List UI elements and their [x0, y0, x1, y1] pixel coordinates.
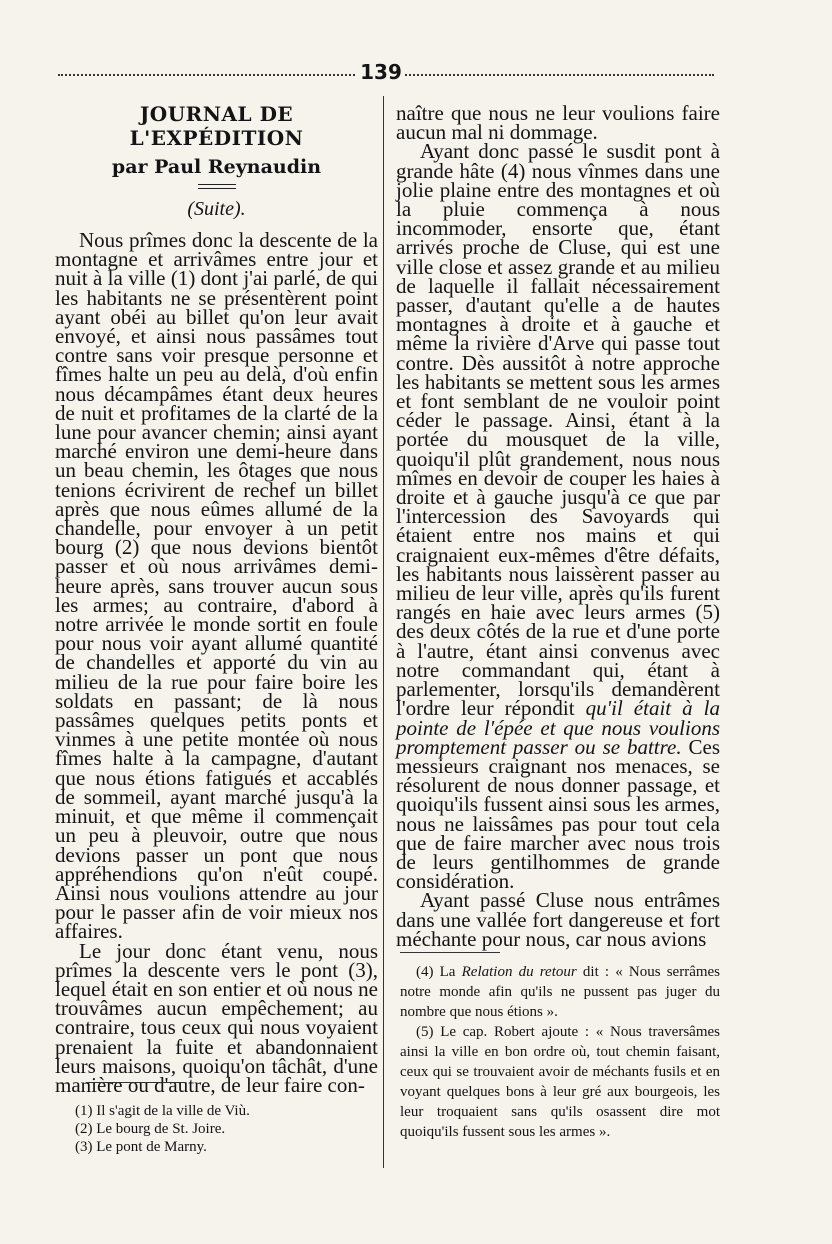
right-paragraph-1: naître que nous ne leur voulions faire aucun mal ni dommage. — [396, 101, 720, 145]
left-column — [55, 102, 378, 1095]
article-title: JOURNAL DE L'EXPÉDITION — [129, 102, 304, 150]
page-number: 139 — [357, 60, 405, 84]
footnote-4-text: dit : « Nous serrâmes notre monde afin qu'ils ne pussent pas juger du nombre que nous étions ». — [400, 964, 721, 1020]
right-paragraph-3: Ayant passé Cluse nous entrâmes dans une vallée fort dangereuse et fort méchante pour nous, car nous avions — [396, 888, 720, 951]
footnote-4-source: Relation du retour — [461, 964, 577, 980]
footnote-5: (5) Le cap. Robert ajoute : « Nous traversâmes ainsi la ville en bon ordre où, tout chemin faisant, ceux qui se trouvaient avoir de méchants fusils et en voyant quelques bons à leur gré aux bourgeois, les leur troquaient sans qu'ils osassent dire mot quoiqu'ils fussent sous les armes ». — [400, 1024, 720, 1140]
footnote-rule-left — [86, 1082, 186, 1083]
continued-label: (Suite). — [187, 198, 246, 220]
footnote-4-prefix: (4) La — [416, 964, 456, 980]
right-column — [396, 101, 721, 951]
right-paragraph-2-start: Ayant donc passé le susdit pont à grande hâte (4) nous vînmes dans une jolie plaine entre des montagnes et où la pluie commença à nous incommoder, ensorte que, étant arrivés proche de Cluse, qui est une ville close et assez grande et au milieu de laquelle il fallait nécessairement passer, d'autant qu'elle a de hautes montagnes à droite et à gauche et même la rivière d'Arve qui passe tout contre. Dès aussitôt à notre approche les habitants se mettent sous les armes et font semblant de ne vouloir point céder le passage. Ainsi, étant à la portée du mousquet de la ville, quoiqu'il plût grandement, nous nous mîmes en devoir de couper les haies à droite et à gauche jusqu'à ce que par l'intercession des Savoyards qui étaient entre nos mains et qui craignaient eux-mêmes d'être défaits, les habitants nous laissèrent passer au milieu de leur ville, après qu'ils furent rangés en haie avec leurs armes (5) des deux côtés de la rue et d'une porte à l'autre, étant ainsi convenus avec notre commandant qui, étant à parlementer, lorsqu'ils demandèrent l'ordre leur répondit — [396, 139, 720, 721]
article-byline: par Paul Reynaudin — [111, 156, 322, 178]
footnote-2: (2) Le bourg de St. Joire. — [75, 1121, 226, 1137]
column-divider — [383, 96, 384, 1168]
commander-reply-italic: qu'il était à la pointe de l'épée et que nous voulions promptement passer ou se battre. — [396, 696, 720, 759]
footnote-3: (3) Le pont de Marny. — [75, 1139, 207, 1155]
right-paragraph-2 — [396, 139, 721, 894]
left-paragraph-2: Le jour donc étant venu, nous prîmes la descente vers le pont (3), lequel était en son entier et où nous ne trouvâmes aucun empêchement; au contraire, tous ceux qui nous voyaient prenaient la fuite et abandonnaient leurs maisons, quoiqu'on tâchât, d'une manière ou d'autre, de leur faire con- — [55, 938, 378, 1097]
footnotes-right — [400, 962, 720, 1142]
footnote-1: (1) Il s'agit de la ville de Viù. — [75, 1103, 250, 1119]
footnote-rule-right — [400, 952, 500, 953]
footnotes-left — [75, 1102, 375, 1156]
title-ornament-rule — [198, 184, 236, 189]
footnote-4 — [400, 962, 720, 1022]
right-paragraph-2-end: Ces messieurs craignant nos menaces, se résolurent de nous donner passage, et quoiqu'ils fussent ainsi sous les armes, nous ne laissâmes pas pour tout cela que de faire marcher avec nous trois de leurs gentilhommes de grande considération. — [396, 734, 721, 894]
left-paragraph-1: Nous prîmes donc la descente de la montagne et arrivâmes entre jour et nuit à la ville (1) dont j'ai parlé, de qui les habitants ne se présentèrent point ayant obéi au billet qu'on leur avait envoyé, et ainsi nous passâmes tout contre sans voir presque personne et fîmes halte un peu au delà, d'où enfin nous décampâmes étant deux heures de nuit et profitames de la clarté de la lune pour avancer chemin; ainsi ayant marché environ une demi-heure dans un beau chemin, les ôtages que nous tenions écrivirent de rechef un billet après que nous eûmes allumé de la chandelle, pour envoyer à un petit bourg (2) que nous devions bientôt passer et où nous arrivâmes demi-heure après, sans trouver aucun sous les armes; au contraire, d'abord à notre arrivée le monde sortit en foule pour nous voir ayant allumé quantité de chandelles et apporté du vin au milieu de la rue pour faire boire les soldats en passant; de là nous passâmes quelques petits ponts et vinmes à une petite montée où nous fîmes halte à la campagne, d'autant que nous étions fatigués et accablés de sommeil, ayant marché jusqu'à la minuit, et que même il commençait un peu à pleuvoir, outre que nous devions passer un pont que nous appréhendions qu'on n'eût coupé. Ainsi nous voulions attendre au jour pour le passer afin de voir mieux nos affaires. — [55, 228, 378, 944]
